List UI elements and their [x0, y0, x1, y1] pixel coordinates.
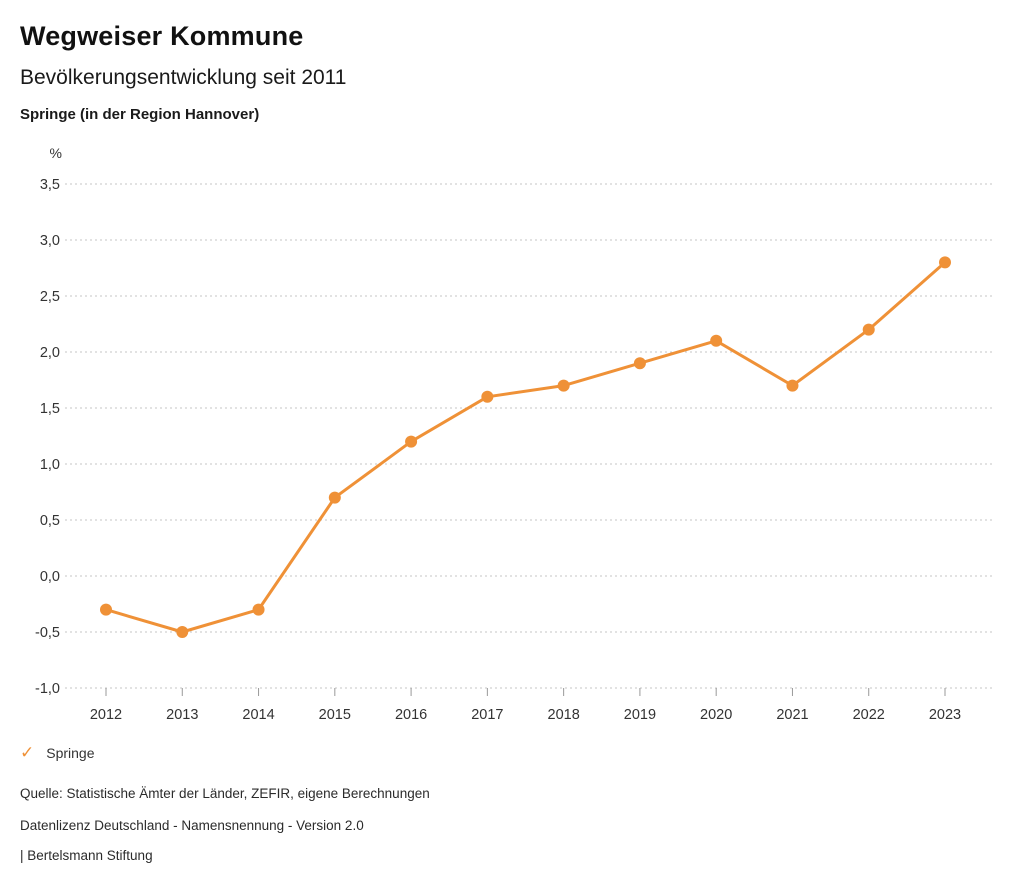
data-point: [329, 492, 341, 504]
data-point: [634, 357, 646, 369]
series-line: [106, 262, 945, 632]
x-tick-label: 2017: [471, 707, 504, 723]
page-title: Wegweiser Kommune: [20, 21, 304, 51]
legend-label: Springe: [46, 744, 95, 761]
check-icon: ✓: [20, 743, 35, 762]
y-tick-label: 1,5: [39, 401, 60, 417]
y-tick-label: -1,0: [35, 681, 60, 697]
x-tick-label: 2023: [928, 707, 962, 723]
x-tick-label: 2015: [318, 707, 351, 723]
x-tick-label: 2018: [547, 707, 580, 723]
x-tick-label: 2020: [700, 707, 733, 723]
data-point: [253, 604, 265, 616]
data-point: [405, 436, 417, 448]
source-text: Quelle: Statistische Ämter der Länder, ZEFIR, eigene Berechnungen: [20, 786, 430, 801]
y-tick-label: 3,5: [39, 177, 60, 193]
attribution-text: | Bertelsmann Stiftung: [20, 848, 153, 863]
y-tick-label: 0,5: [39, 513, 60, 529]
data-point: [863, 324, 875, 336]
y-tick-label: 0,0: [39, 569, 60, 585]
y-tick-label: 2,0: [39, 345, 60, 361]
x-tick-label: 2019: [623, 707, 657, 723]
x-tick-label: 2014: [242, 707, 275, 723]
y-tick-label: 1,0: [39, 457, 60, 473]
license-text: Datenlizenz Deutschland - Namensnennung - Version 2.0: [20, 818, 364, 833]
x-tick-label: 2013: [166, 707, 199, 723]
data-point: [710, 335, 722, 347]
y-tick-label: 3,0: [39, 233, 60, 249]
legend-item-springe[interactable]: [20, 744, 95, 761]
data-point: [558, 380, 570, 392]
data-point: [786, 380, 798, 392]
y-tick-label: 2,5: [39, 289, 60, 305]
x-tick-label: 2022: [852, 707, 885, 723]
x-tick-label: 2021: [776, 707, 809, 723]
x-tick-label: 2016: [394, 707, 428, 723]
data-point: [176, 626, 188, 638]
y-tick-label: -0,5: [35, 625, 60, 641]
data-point: [100, 604, 112, 616]
chart-title: Bevölkerungsentwicklung seit 2011: [20, 66, 347, 89]
region-subtitle: Springe (in der Region Hannover): [20, 106, 260, 123]
data-point: [481, 391, 493, 403]
x-tick-label: 2012: [89, 707, 123, 723]
y-axis-unit-label: %: [49, 145, 62, 161]
data-point: [939, 256, 951, 268]
